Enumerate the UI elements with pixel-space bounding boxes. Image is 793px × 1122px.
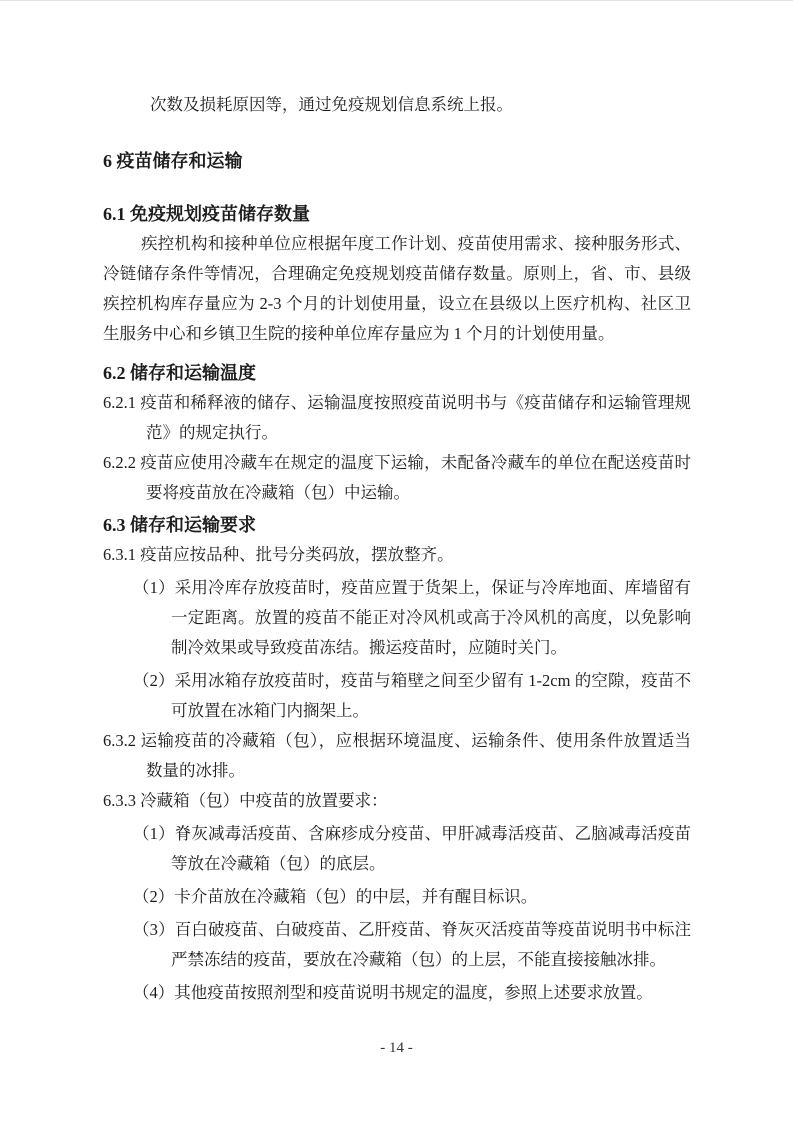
section-6-1-paragraph: 疾控机构和接种单位应根据年度工作计划、疫苗使用需求、接种服务形式、冷链储存条件等情况，合理确定免疫规划疫苗储存数量。原则上，省、市、县级疾控机构库存量应为 2-3 个月的计划使用量，设立在县级以上医疗机构、社区卫生服务中心和乡镇卫生院的接种单位库存量应为 1 个月的计划使用量。 <box>103 234 691 343</box>
clause-6-2-1-text: 疫苗和稀释液的储存、运输温度按照疫苗说明书与《疫苗储存和运输管理规范》的规定执行。 <box>140 393 692 442</box>
clause-6-2-2-number: 6.2.2 <box>103 453 136 472</box>
clause-6-3-2 <box>103 726 691 786</box>
clause-6-3-3-number: 6.3.3 <box>103 791 136 810</box>
section-6-3-title: 6.3 储存和运输要求 <box>103 515 256 535</box>
subitem-text: 采用冰箱存放疫苗时，疫苗与箱壁之间至少留有 1-2cm 的空隙，疫苗不可放置在冰箱门内搁架上。 <box>171 671 692 720</box>
subitem-text: 卡介苗放在冷藏箱（包）的中层，并有醒目标识。 <box>174 887 538 906</box>
clause-6-3-2-number: 6.3.2 <box>103 731 136 750</box>
clause-6-2-1-number: 6.2.1 <box>103 393 136 412</box>
subitem-marker: （2） <box>133 671 175 690</box>
clause-6-3-2-text: 运输疫苗的冷藏箱（包），应根据环境温度、运输条件、使用条件放置适当数量的冰排。 <box>140 731 692 780</box>
subitem-marker: （3） <box>133 920 175 939</box>
subitem-text: 脊灰减毒活疫苗、含麻疹成分疫苗、甲肝减毒活疫苗、乙脑减毒活疫苗等放在冷藏箱（包）的底层。 <box>171 824 692 873</box>
continuation-paragraph: 次数及损耗原因等，通过免疫规划信息系统上报。 <box>150 95 513 114</box>
clause-6-2-1 <box>103 388 691 448</box>
subitem-marker: （1） <box>133 578 175 597</box>
section-6-title: 6 疫苗储存和运输 <box>103 151 243 171</box>
clause-6-3-3-subitem-2 <box>103 882 691 912</box>
clause-6-3-3-subitem-1 <box>103 819 691 879</box>
section-6-1-title: 6.1 免疫规划疫苗储存数量 <box>103 204 310 224</box>
subitem-marker: （2） <box>133 887 175 906</box>
clause-6-3-3-subitem-3 <box>103 915 691 975</box>
clause-6-3-1-number: 6.3.1 <box>103 545 136 564</box>
page-content <box>103 90 691 1008</box>
clause-6-3-3 <box>103 786 691 816</box>
subitem-text: 采用冷库存放疫苗时，疫苗应置于货架上，保证与冷库地面、库墙留有一定距离。放置的疫苗不能正对冷风机或高于冷风机的高度，以免影响制冷效果或导致疫苗冻结。搬运疫苗时，应随时关门。 <box>171 578 692 657</box>
subitem-text: 其他疫苗按照剂型和疫苗说明书规定的温度，参照上述要求放置。 <box>174 983 653 1002</box>
clause-6-3-1-text: 疫苗应按品种、批号分类码放，摆放整齐。 <box>140 545 454 564</box>
clause-6-3-1-subitem-2 <box>103 666 691 726</box>
clause-6-3-1-subitem-1 <box>103 573 691 663</box>
subitem-text: 百白破疫苗、白破疫苗、乙肝疫苗、脊灰灭活疫苗等疫苗说明书中标注严禁冻结的疫苗，要放在冷藏箱（包）的上层，不能直接接触冰排。 <box>171 920 692 969</box>
page-number: - 14 - <box>380 1040 413 1056</box>
clause-6-2-2 <box>103 448 691 508</box>
clause-6-3-1 <box>103 540 691 570</box>
clause-6-2-2-text: 疫苗应使用冷藏车在规定的温度下运输，未配备冷藏车的单位在配送疫苗时要将疫苗放在冷藏箱（包）中运输。 <box>140 453 692 502</box>
subitem-marker: （4） <box>133 983 175 1002</box>
subitem-marker: （1） <box>133 824 175 843</box>
clause-6-3-3-subitem-4 <box>103 978 691 1008</box>
section-6-2-title: 6.2 储存和运输温度 <box>103 363 256 383</box>
clause-6-3-3-text: 冷藏箱（包）中疫苗的放置要求： <box>140 791 388 810</box>
